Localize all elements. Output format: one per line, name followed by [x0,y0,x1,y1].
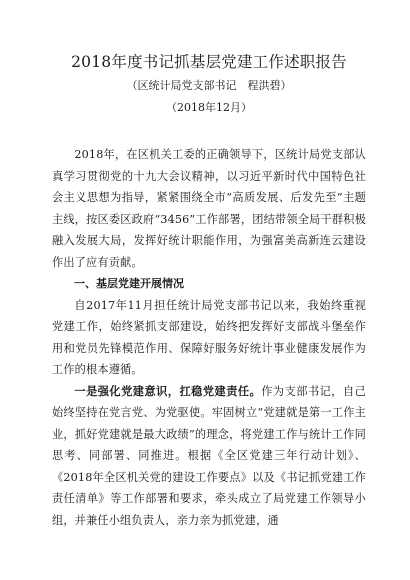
document-date: （2018年12月） [166,101,252,114]
document-subtitle: （区统计局党支部书记 程洪碧） [126,79,292,92]
section-heading: 一、基层党建开展情况 [74,277,184,290]
document-title: 2018年度书记抓基层党建工作述职报告 [71,53,347,71]
section-paragraph: 自2017年11月担任统计局党支部书记以来，我始终重视党建工作，始终紧抓支部建设，始终把发挥好支部战斗堡垒作用和党员先锋模范作用、保障好服务好统计事业健康发展作为工作的根本遵循。 [52,298,366,376]
point-lead: 一是强化党建意识，扛稳党建责任。 [74,383,262,398]
intro-paragraph: 2018年，在区机关工委的正确领导下，区统计局党支部认真学习贯彻党的十九大会议精神，以习近平新时代中国特色社会主义思想为指导，紧紧围绕全市“高质发展、后发先至”主题主线，按区委区政府“3456”工作部署，团结带领全局干群积极融入发展大局，发挥好统计职能作用，为强富美高新连云建设作出了应有贡献。 [52,148,366,269]
point-paragraph [52,381,366,532]
point-body: 作为支部书记，自己始终坚持在党言党、为党驱使。牢固树立“党建就是第一工作主业，抓好党建就是最大政绩”的理念，将党建工作与统计工作同思考、同部署、同推进。根据《全区党建三年行动计划》、《2018年全区机关党的建设工作要点》以及《书记抓党建工作责任清单》等工作部署和要求，牵头成立了局党建工作领导小组，并兼任小组负责人，亲力亲为抓党建，通 [52,384,366,527]
